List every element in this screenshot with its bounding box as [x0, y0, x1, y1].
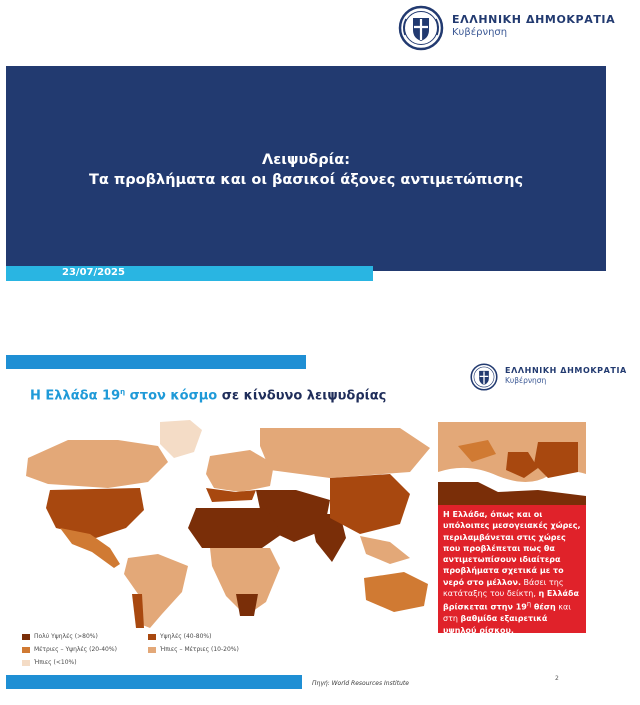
info-text-4-sup: η [526, 600, 532, 609]
info-text-4b: θέση [531, 603, 556, 613]
info-text-5: και στη [443, 603, 571, 624]
presentation-title [6, 150, 606, 190]
legend-item: Υψηλές (40-80%) [148, 633, 211, 640]
slide2-header-government [505, 366, 627, 385]
info-text-1: Η Ελλάδα, [443, 510, 488, 519]
world-water-stress-map [10, 418, 438, 630]
heading-part1: Η Ελλάδα 19 [30, 388, 121, 404]
presentation-date: 23/07/2025 [62, 267, 125, 278]
government-subtitle: Κυβέρνηση [452, 27, 508, 38]
greek-republic-seal-icon [398, 5, 444, 51]
slide2-heading [30, 388, 386, 403]
legend-item: Πολύ Υψηλές (>80%) [22, 633, 98, 640]
mediterranean-zoom-map [438, 422, 586, 508]
greek-republic-seal-icon [470, 363, 498, 391]
heading-part3: σε κίνδυνο λειψυδρίας [217, 388, 387, 404]
slide2-bottom-accent-bar [6, 675, 302, 689]
legend-item: Μέτριες – Υψηλές (20-40%) [22, 646, 117, 653]
title-line-2: Τα προβλήματα και οι βασικοί άξονες αντιμετώπισης [88, 172, 524, 188]
info-text-4: η Ελλάδα βρίσκεται στην 19 [443, 589, 579, 613]
legend-item: Ήπιες – Μέτριες (10-20%) [148, 646, 239, 653]
heading-part2: στον κόσμο [125, 388, 218, 404]
slide2-top-accent-bar [6, 355, 306, 369]
government-title: ΕΛΛΗΝΙΚΗ ΔΗΜΟΚΡΑΤΙΑ [452, 13, 616, 26]
info-text-6: βαθμίδα εξαιρετικά υψηλού ρίσκου. [443, 614, 548, 635]
greece-ranking-info-box [438, 505, 586, 633]
government-subtitle: Κυβέρνηση [505, 376, 547, 385]
info-text-3: Βάσει της κατάταξης του δείκτη, [443, 577, 564, 599]
source-note: Πηγή: World Resources Institute [312, 680, 409, 687]
government-title: ΕΛΛΗΝΙΚΗ ΔΗΜΟΚΡΑΤΙΑ [505, 366, 627, 375]
title-line-1: Λειψυδρία: [262, 152, 350, 168]
info-text-2: όπως και οι υπόλοιπες μεσογειακές χώρες, περιλαμβάνεται στις χώρες που προβλέπεται πως θα αντιμετωπίσουν ιδιαίτερα προβλήματα σχετικά με το νερό στο μέλλον. [443, 510, 581, 587]
heading-sup: η [120, 388, 126, 396]
page-number: 2 [555, 675, 559, 682]
header-government [452, 13, 615, 38]
legend-item: Ήπιες (<10%) [22, 659, 77, 666]
